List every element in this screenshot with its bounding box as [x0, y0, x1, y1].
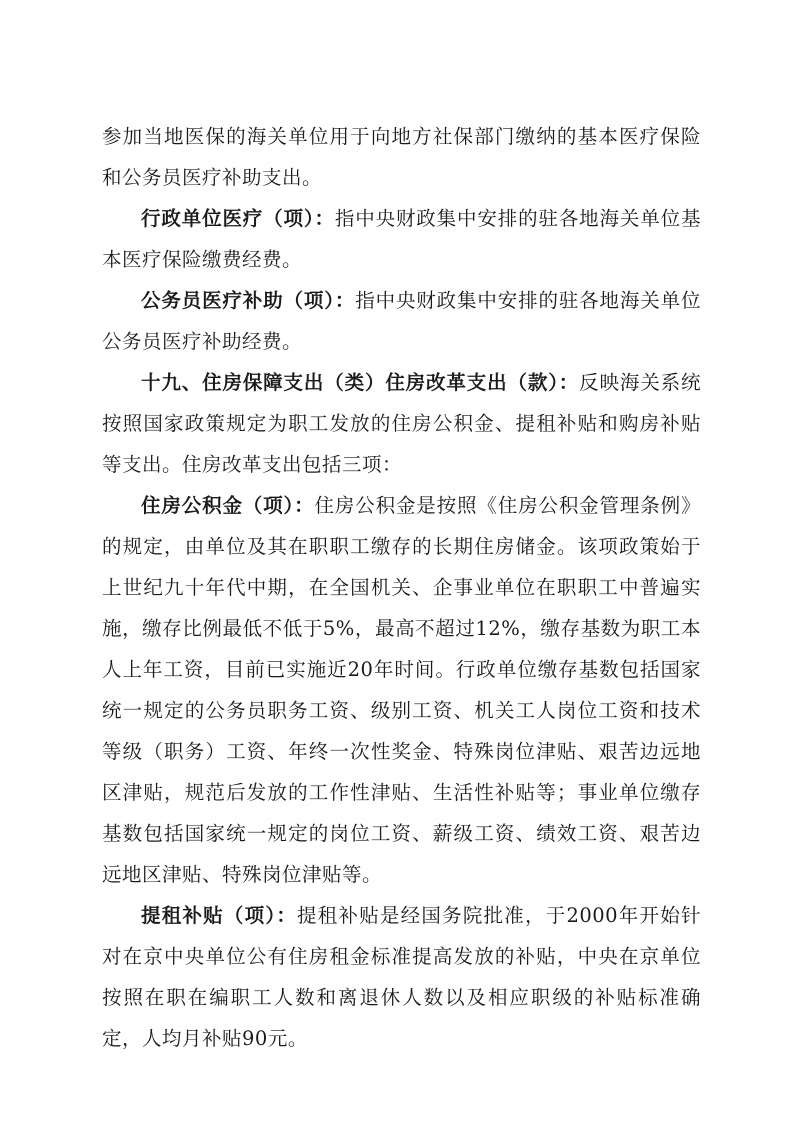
paragraph-heading: 公务员医疗补助（项）：	[141, 289, 356, 312]
paragraph-heading: 住房公积金（项）：	[141, 494, 315, 517]
paragraph-rent-increase-subsidy	[102, 895, 701, 1059]
paragraph-civil-servant-medical-subsidy	[102, 280, 701, 362]
paragraph-housing-provident-fund	[102, 485, 701, 895]
paragraph-heading: 提租补贴（项）：	[141, 904, 298, 927]
paragraph-text: 指中央财政集中安排的驻各地海关单位基本医疗保险缴费经费。	[102, 207, 701, 271]
paragraph-medical-insurance-continuation	[102, 116, 701, 198]
paragraph-administrative-medical	[102, 198, 701, 280]
section-heading: 十九、住房保障支出（类）住房改革支出（款）：	[141, 371, 580, 394]
paragraph-text: 参加当地医保的海关单位用于向地方社保部门缴纳的基本医疗保险和公务员医疗补助支出。	[102, 125, 701, 189]
paragraph-text: 住房公积金是按照《住房公积金管理条例》的规定，由单位及其在职职工缴存的长期住房储金。该项政策始于上世纪九十年代中期，在全国机关、企事业单位在职职工中普遍实施，缴存比例最低不低于5%，最高不超过12%，缴存基数为职工本人上年工资，目前已实施近20年时间。行政单位缴存基数包括国家统一规定的公务员职务工资、级别工资、机关工人岗位工资和技术等级（职务）工资、年终一次性奖金、特殊岗位津贴、艰苦边远地区津贴，规范后发放的工作性津贴、生活性补贴等；事业单位缴存基数包括国家统一规定的岗位工资、薪级工资、绩效工资、艰苦边远地区津贴、特殊岗位津贴等。	[102, 494, 701, 886]
paragraph-text: 提租补贴是经国务院批准，于2000年开始针对在京中央单位公有住房租金标准提高发放的补贴，中央在京单位按照在职在编职工人数和离退休人数以及相应职级的补贴标准确定，人均月补贴90元。	[102, 904, 701, 1050]
paragraph-text: 指中央财政集中安排的驻各地海关单位公务员医疗补助经费。	[102, 289, 701, 353]
paragraph-heading: 行政单位医疗（项）：	[141, 207, 335, 230]
paragraph-housing-security-expenditure	[102, 362, 701, 485]
paragraph-text: 反映海关系统按照国家政策规定为职工发放的住房公积金、提租补贴和购房补贴等支出。住房改革支出包括三项：	[102, 371, 701, 476]
